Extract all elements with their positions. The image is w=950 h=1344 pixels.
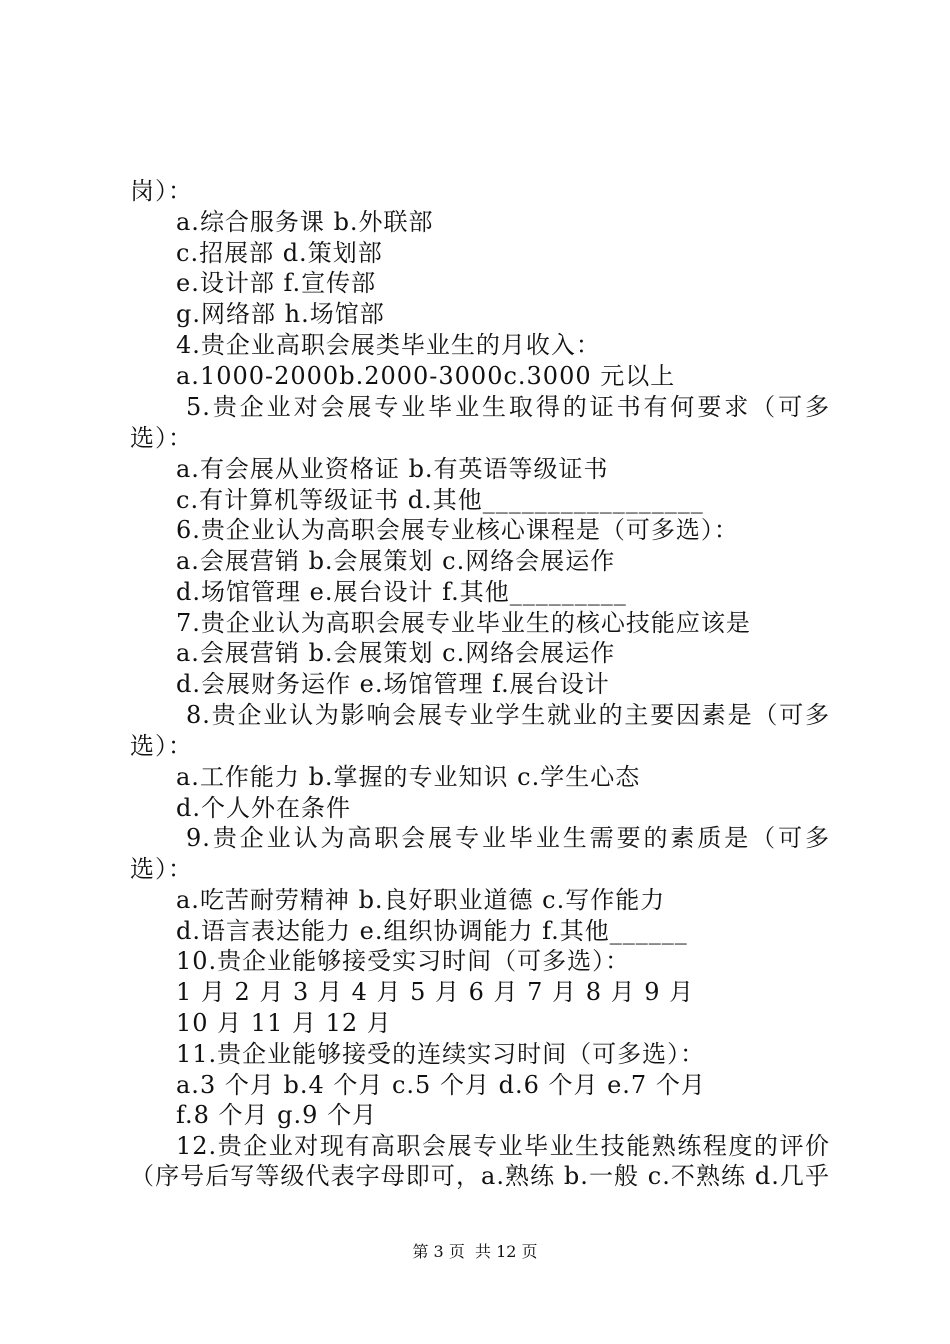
text-line: c.有计算机等级证书 d.其他_________________	[176, 486, 704, 514]
text-line: a.有会展从业资格证 b.有英语等级证书	[176, 455, 609, 483]
text-line: a.1000-2000b.2000-3000c.3000 元以上	[176, 362, 676, 390]
text-line: 10.贵企业能够接受实习时间（可多选）：	[176, 947, 631, 975]
text-line: d.会展财务运作 e.场馆管理 f.展台设计	[176, 670, 610, 698]
text-line: 6.贵企业认为高职会展专业核心课程是（可多选）：	[176, 516, 739, 544]
text-line: a.综合服务课 b.外联部	[176, 208, 434, 236]
text-line: a.3 个月 b.4 个月 c.5 个月 d.6 个月 e.7 个月	[176, 1071, 706, 1099]
text-line: 选）：	[130, 855, 193, 883]
text-line: d.场馆管理 e.展台设计 f.其他_________	[176, 578, 627, 606]
page-footer: 第 3 页 共 12 页	[412, 1242, 538, 1261]
text-line: 1 月 2 月 3 月 4 月 5 月 6 月 7 月 8 月 9 月	[176, 978, 695, 1006]
text-line: a.吃苦耐劳精神 b.良好职业道德 c.写作能力	[176, 886, 666, 914]
text-line: c.招展部 d.策划部	[176, 239, 383, 267]
text-line: （序号后写等级代表字母即可，a.熟练 b.一般 c.不熟练 d.几乎	[130, 1162, 830, 1190]
text-line: e.设计部 f.宣传部	[176, 269, 377, 297]
text-line: a.会展营销 b.会展策划 c.网络会展运作	[176, 639, 616, 667]
text-line: a.会展营销 b.会展策划 c.网络会展运作	[176, 547, 616, 575]
text-line: 4.贵企业高职会展类毕业生的月收入：	[176, 331, 601, 359]
text-line: g.网络部 h.场馆部	[176, 300, 385, 328]
text-line: 8.贵企业认为影响会展专业学生就业的主要因素是（可多	[186, 701, 830, 729]
text-line: 岗）：	[130, 177, 193, 205]
text-line: 7.贵企业认为高职会展专业毕业生的核心技能应该是	[176, 609, 751, 637]
text-line: a.工作能力 b.掌握的专业知识 c.学生心态	[176, 763, 641, 791]
text-line: 10 月 11 月 12 月	[176, 1009, 392, 1037]
text-line: 9.贵企业认为高职会展专业毕业生需要的素质是（可多	[186, 824, 830, 852]
text-line: d.语言表达能力 e.组织协调能力 f.其他______	[176, 917, 688, 945]
text-line: 选）：	[130, 732, 193, 760]
text-line: f.8 个月 g.9 个月	[176, 1101, 378, 1129]
text-line: 选）：	[130, 424, 193, 452]
text-line: 5.贵企业对会展专业毕业生取得的证书有何要求（可多	[186, 393, 830, 421]
text-line: d.个人外在条件	[176, 794, 351, 822]
text-line: 11.贵企业能够接受的连续实习时间（可多选）：	[176, 1040, 706, 1068]
text-line: 12.贵企业对现有高职会展专业毕业生技能熟练程度的评价	[176, 1132, 830, 1160]
